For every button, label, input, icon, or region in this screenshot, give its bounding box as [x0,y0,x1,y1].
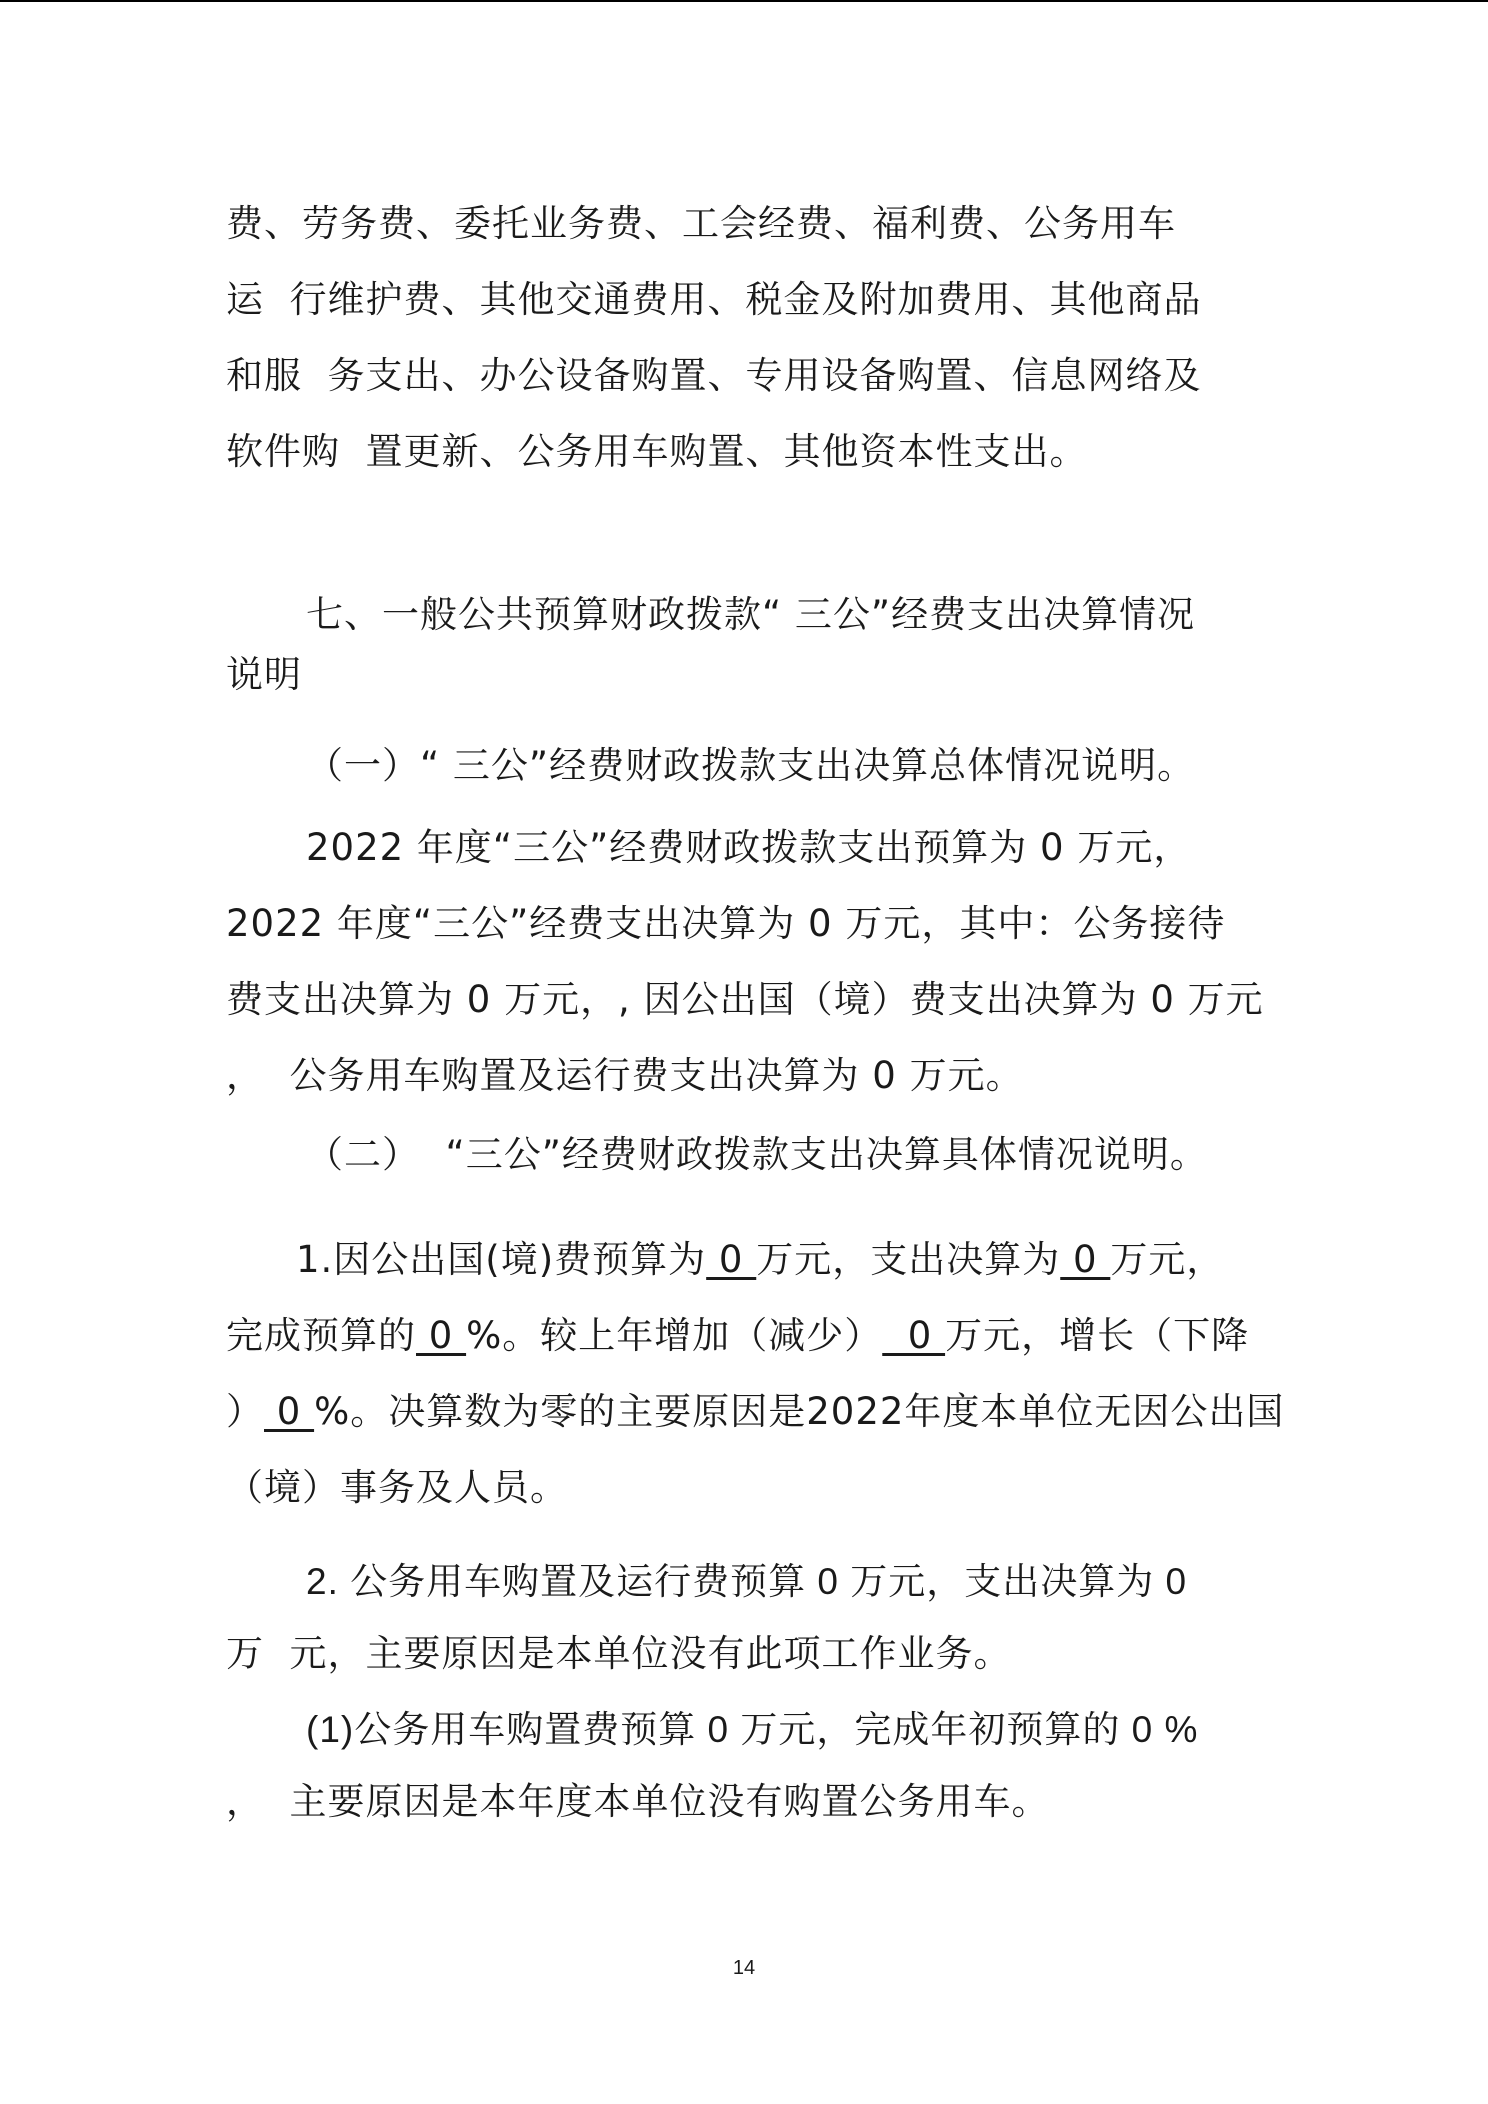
item-1-text: 万元，支出决算为 [756,1238,1061,1281]
subsection-1-line-3: 费支出决算为 0 万元，, 因公出国（境）费支出决算为 0 万元 [226,978,1264,1021]
section-7-title-cont: 说明 [226,653,302,696]
change-amount-value: 0 [882,1314,946,1357]
subsection-1-line-4: ， 公务用车购置及运行费支出决算为 0 万元。 [226,1054,1024,1097]
subsection-1-heading: （一）“ 三公”经费财政拨款支出决算总体情况说明。 [306,744,1196,787]
section-7-title: 七、一般公共预算财政拨款“ 三公”经费支出决算情况 [306,593,1196,636]
item-1-line-4: （境）事务及人员。 [226,1466,568,1509]
expense-list-line-2: 运 行维护费、其他交通费用、税金及附加费用、其他商品 [226,278,1202,321]
subsection-1-line-2: 2022 年度“三公”经费支出决算为 0 万元，其中：公务接待 [226,902,1226,945]
item-1-text: ） [226,1390,264,1433]
change-rate-value: 0 [264,1390,315,1433]
page-number: 14 [732,1957,756,1979]
item-1-text: %。较上年增加（减少） [466,1314,883,1357]
item-2-line-1: 2. 公务用车购置及运行费预算 0 万元，支出决算为 0 [306,1561,1188,1602]
item-2-line-2: 万 元，主要原因是本单位没有此项工作业务。 [226,1632,1012,1675]
actual-value: 0 [1060,1238,1111,1281]
subsection-2-heading: （二） “三公”经费财政拨款支出决算具体情况说明。 [306,1133,1208,1176]
budget-value: 0 [706,1238,757,1281]
expense-list-line-4: 软件购 置更新、公务用车购置、其他资本性支出。 [226,430,1088,473]
expense-list-line-1: 费、劳务费、委托业务费、工会经费、福利费、公务用车 [226,202,1176,245]
page-top-border [0,0,1488,2]
item-1-text: 万元，增长（下降 [945,1314,1250,1357]
expense-list-line-3: 和服 务支出、办公设备购置、专用设备购置、信息网络及 [226,354,1202,397]
item-1-text: 完成预算的 [226,1314,416,1357]
item-1-line-3 [226,1388,1284,1436]
completion-rate-value: 0 [416,1314,467,1357]
item-2-1-line-1: (1)公务用车购置费预算 0 万元，完成年初预算的 0 % [306,1709,1199,1750]
item-1-line-1 [296,1236,1224,1284]
item-2-1-line-2: ， 主要原因是本年度本单位没有购置公务用车。 [226,1780,1050,1823]
item-1-text: %。决算数为零的主要原因是2022年度本单位无因公出国 [314,1390,1285,1433]
item-1-text: 1.因公出国(境)费预算为 [296,1238,707,1281]
item-1-line-2 [226,1312,1249,1360]
subsection-1-line-1: 2022 年度“三公”经费财政拨款支出预算为 0 万元， [306,826,1192,869]
item-1-text: 万元， [1110,1238,1225,1281]
